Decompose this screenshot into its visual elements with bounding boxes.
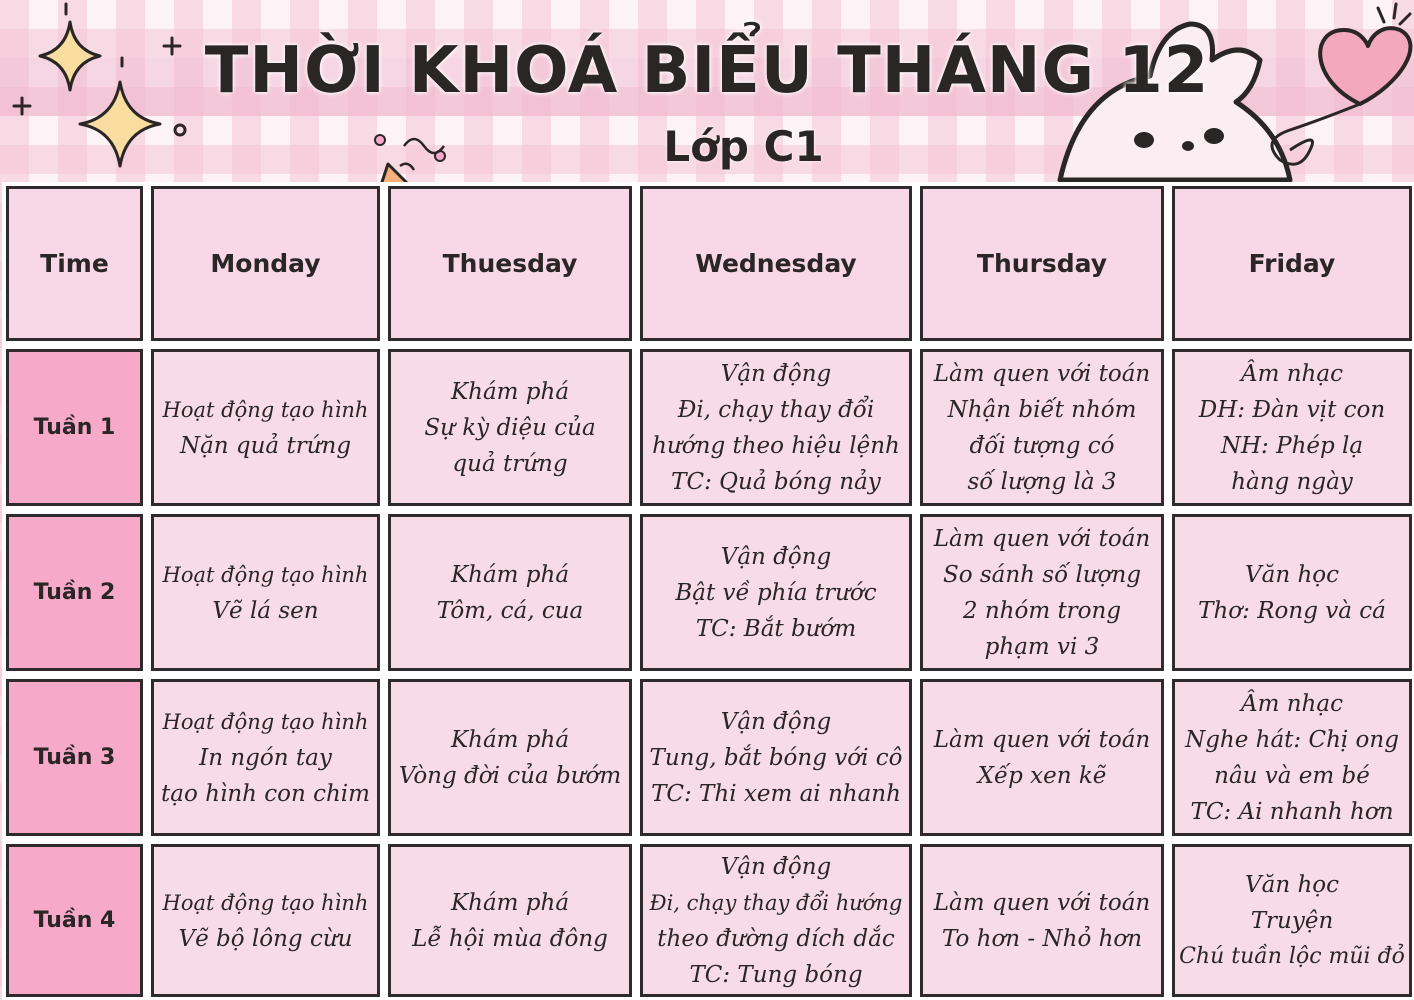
header-label: Wednesday: [695, 249, 857, 278]
schedule-cell-w3-mon: [151, 679, 380, 836]
header-label: Monday: [210, 249, 321, 278]
cell-line: Làm quen với toán: [933, 360, 1151, 387]
cell-line: So sánh số lượng: [942, 561, 1142, 588]
cell-line: Vận động: [720, 360, 832, 387]
cell-line: TC: Quả bóng nảy: [671, 468, 881, 495]
week-label: Tuần 1: [33, 415, 116, 440]
week-label-cell: [6, 679, 143, 836]
cell-line: Khám phá: [450, 889, 570, 916]
cell-line: Làm quen với toán: [933, 889, 1151, 916]
cell-line: số lượng là 3: [967, 468, 1117, 495]
cell-line: đối tượng có: [969, 432, 1115, 459]
cell-line: Hoạt động tạo hình: [162, 562, 369, 587]
cell-line: Truyện: [1250, 907, 1334, 934]
cell-line: Xếp xen kẽ: [977, 762, 1107, 789]
week-label: Tuần 3: [33, 745, 116, 770]
schedule-cell-w1-tue: [388, 349, 632, 506]
cell-line: Hoạt động tạo hình: [162, 890, 369, 915]
cell-line: quả trứng: [452, 450, 568, 477]
header-label: Thuesday: [442, 249, 578, 278]
header-monday: [151, 186, 380, 341]
header-time: [6, 186, 143, 341]
cell-line: Chú tuần lộc mũi đỏ: [1179, 943, 1405, 969]
schedule-cell-w3-thu: [920, 679, 1164, 836]
cell-line: To hơn - Nhỏ hơn: [941, 925, 1143, 952]
cell-line: nâu và em bé: [1214, 762, 1370, 789]
cell-line: Tung, bắt bóng với cô: [649, 744, 903, 771]
cell-line: TC: Ai nhanh hơn: [1190, 798, 1394, 825]
cell-line: Văn học: [1245, 561, 1339, 588]
schedule-cell-w1-mon: [151, 349, 380, 506]
cell-line: Nặn quả trứng: [179, 432, 352, 459]
schedule-cell-w4-tue: [388, 844, 632, 997]
schedule-cell-w2-wed: [640, 514, 912, 671]
cell-line: TC: Tung bóng: [689, 961, 863, 988]
cell-line: Làm quen với toán: [933, 726, 1151, 753]
week-label-cell: [6, 349, 143, 506]
schedule-cell-w3-fri: [1172, 679, 1412, 836]
header-tuesday: [388, 186, 632, 341]
cell-line: Sự kỳ diệu của: [424, 414, 596, 441]
cell-line: phạm vi 3: [984, 633, 1100, 660]
week-label-cell: [6, 514, 143, 671]
header-label: Time: [40, 249, 109, 278]
page-subtitle: Lớp C1: [663, 122, 824, 171]
page-title: THỜI KHOÁ BIỂU THÁNG 12: [204, 34, 1210, 108]
header-wednesday: [640, 186, 912, 341]
header-friday: [1172, 186, 1412, 341]
cell-line: Văn học: [1245, 871, 1339, 898]
cell-line: theo đường dích dắc: [657, 925, 895, 952]
header-label: Thursday: [976, 249, 1108, 278]
cell-line: Bật về phía trước: [675, 579, 877, 606]
schedule-cell-w1-thu: [920, 349, 1164, 506]
cell-line: Tôm, cá, cua: [436, 597, 584, 624]
cell-line: Âm nhạc: [1241, 360, 1343, 387]
cell-line: Làm quen với toán: [933, 525, 1151, 552]
cell-line: NH: Phép lạ: [1220, 432, 1364, 459]
cell-line: Đi, chạy thay đổi hướng: [649, 890, 903, 915]
cell-line: hàng ngày: [1231, 468, 1353, 495]
header-thursday: [920, 186, 1164, 341]
cell-line: Vẽ lá sen: [212, 597, 319, 624]
cell-line: In ngón tay: [199, 744, 332, 771]
header-label: Friday: [1248, 249, 1336, 278]
cell-line: DH: Đàn vịt con: [1198, 396, 1386, 423]
cell-line: Nghe hát: Chị ong: [1185, 726, 1399, 753]
cell-line: hướng theo hiệu lệnh: [652, 432, 900, 459]
cell-line: Vòng đời của bướm: [398, 762, 622, 789]
cell-line: Khám phá: [450, 561, 570, 588]
cell-line: Thơ: Rong và cá: [1198, 597, 1386, 624]
week-label-cell: [6, 844, 143, 997]
cell-line: TC: Bắt bướm: [695, 615, 857, 642]
schedule-cell-w2-thu: [920, 514, 1164, 671]
cell-line: Đi, chạy thay đổi: [677, 396, 875, 423]
schedule-cell-w4-thu: [920, 844, 1164, 997]
cell-line: Vận động: [720, 853, 832, 880]
cell-line: Hoạt động tạo hình: [162, 709, 369, 734]
schedule-cell-w3-wed: [640, 679, 912, 836]
week-label: Tuần 2: [33, 580, 116, 605]
cell-line: Vẽ bộ lông cừu: [178, 925, 353, 952]
schedule-cell-w4-wed: [640, 844, 912, 997]
cell-line: Hoạt động tạo hình: [162, 397, 369, 422]
schedule-cell-w1-wed: [640, 349, 912, 506]
cell-line: Vận động: [720, 543, 832, 570]
cell-line: Lễ hội mùa đông: [412, 925, 608, 952]
schedule-cell-w4-mon: [151, 844, 380, 997]
cell-line: 2 nhóm trong: [962, 597, 1122, 624]
week-label: Tuần 4: [33, 908, 116, 933]
schedule-cell-w2-tue: [388, 514, 632, 671]
cell-line: TC: Thi xem ai nhanh: [651, 780, 901, 807]
cell-line: Âm nhạc: [1241, 690, 1343, 717]
schedule-cell-w2-mon: [151, 514, 380, 671]
schedule-cell-w3-tue: [388, 679, 632, 836]
cell-line: Khám phá: [450, 726, 570, 753]
schedule-cell-w1-fri: [1172, 349, 1412, 506]
cell-line: Khám phá: [450, 378, 570, 405]
schedule-cell-w4-fri: [1172, 844, 1412, 997]
cell-line: Nhận biết nhóm: [947, 396, 1137, 423]
cell-line: tạo hình con chim: [161, 780, 370, 807]
cell-line: Vận động: [720, 708, 832, 735]
schedule-cell-w2-fri: [1172, 514, 1412, 671]
